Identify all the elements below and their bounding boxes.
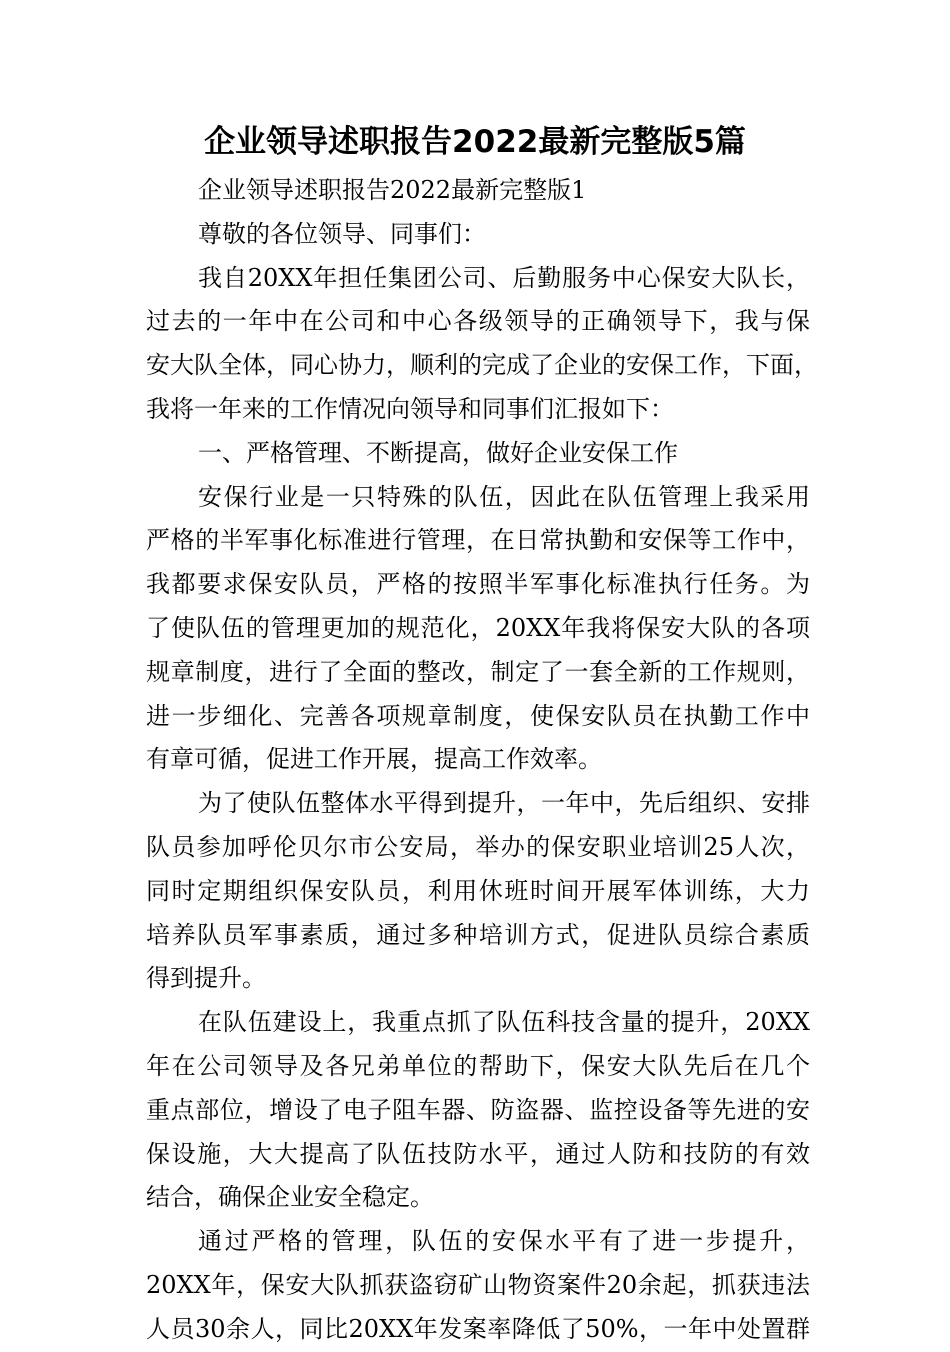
paragraph-line: 了使队伍的管理更加的规范化，20XX年我将保安大队的各项: [146, 613, 810, 642]
paragraph-line: 我自20XX年担任集团公司、后勤服务中心保安大队长，: [198, 263, 810, 292]
paragraph-line: 培养队员军事素质，通过多种培训方式，促进队员综合素质: [146, 920, 810, 949]
paragraph-line: 我都要求保安队员，严格的按照半军事化标准执行任务。为: [146, 570, 810, 599]
paragraph-line: 有章可循，促进工作开展，提高工作效率。: [146, 745, 602, 774]
paragraph-line: 人员30余人，同比20XX年发案率降低了50%，一年中处置群: [146, 1314, 810, 1343]
paragraph-line: 严格的半军事化标准进行管理，在日常执勤和安保等工作中，: [146, 526, 810, 555]
paragraph-line: 保设施，大大提高了队伍技防水平，通过人防和技防的有效: [146, 1139, 810, 1168]
paragraph-line: 队员参加呼伦贝尔市公安局，举办的保安职业培训25人次，: [146, 832, 810, 861]
paragraph-line: 安大队全体，同心协力，顺利的完成了企业的安保工作，下面，: [146, 351, 818, 380]
paragraph-line: 我将一年来的工作情况向领导和同事们汇报如下：: [146, 394, 674, 423]
paragraph-line: 20XX年，保安大队抓获盗窃矿山物资案件20余起，抓获违法: [146, 1270, 810, 1299]
paragraph-line: 重点部位，增设了电子阻车器、防盗器、监控设备等先进的安: [146, 1095, 810, 1124]
document-title: 企业领导述职报告2022最新完整版5篇: [204, 124, 746, 160]
paragraph-line: 安保行业是一只特殊的队伍，因此在队伍管理上我采用: [198, 482, 810, 511]
paragraph-line: 年在公司领导及各兄弟单位的帮助下，保安大队先后在几个: [146, 1051, 810, 1080]
paragraph-line: 企业领导述职报告2022最新完整版1: [198, 176, 587, 204]
document-body: [146, 169, 818, 1352]
paragraph-line: 为了使队伍整体水平得到提升，一年中，先后组织、安排: [198, 789, 810, 818]
paragraph-line: 在队伍建设上，我重点抓了队伍科技含量的提升，20XX: [198, 1008, 810, 1037]
paragraph-line: 过去的一年中在公司和中心各级领导的正确领导下，我与保: [146, 307, 810, 336]
paragraph-line: 通过严格的管理，队伍的安保水平有了进一步提升，: [198, 1227, 810, 1256]
paragraph-line: 得到提升。: [146, 964, 266, 993]
paragraph-line: 结合，确保企业安全稳定。: [146, 1183, 434, 1212]
paragraph-line: 同时定期组织保安队员，利用休班时间开展军体训练，大力: [146, 876, 810, 905]
paragraph-line: 规章制度，进行了全面的整改，制定了一套全新的工作规则，: [146, 657, 810, 686]
paragraph-line: 一、严格管理、不断提高，做好企业安保工作: [198, 438, 678, 467]
paragraph-line: 尊敬的各位领导、同事们：: [198, 219, 486, 248]
paragraph-line: 进一步细化、完善各项规章制度，使保安队员在执勤工作中: [146, 701, 810, 730]
